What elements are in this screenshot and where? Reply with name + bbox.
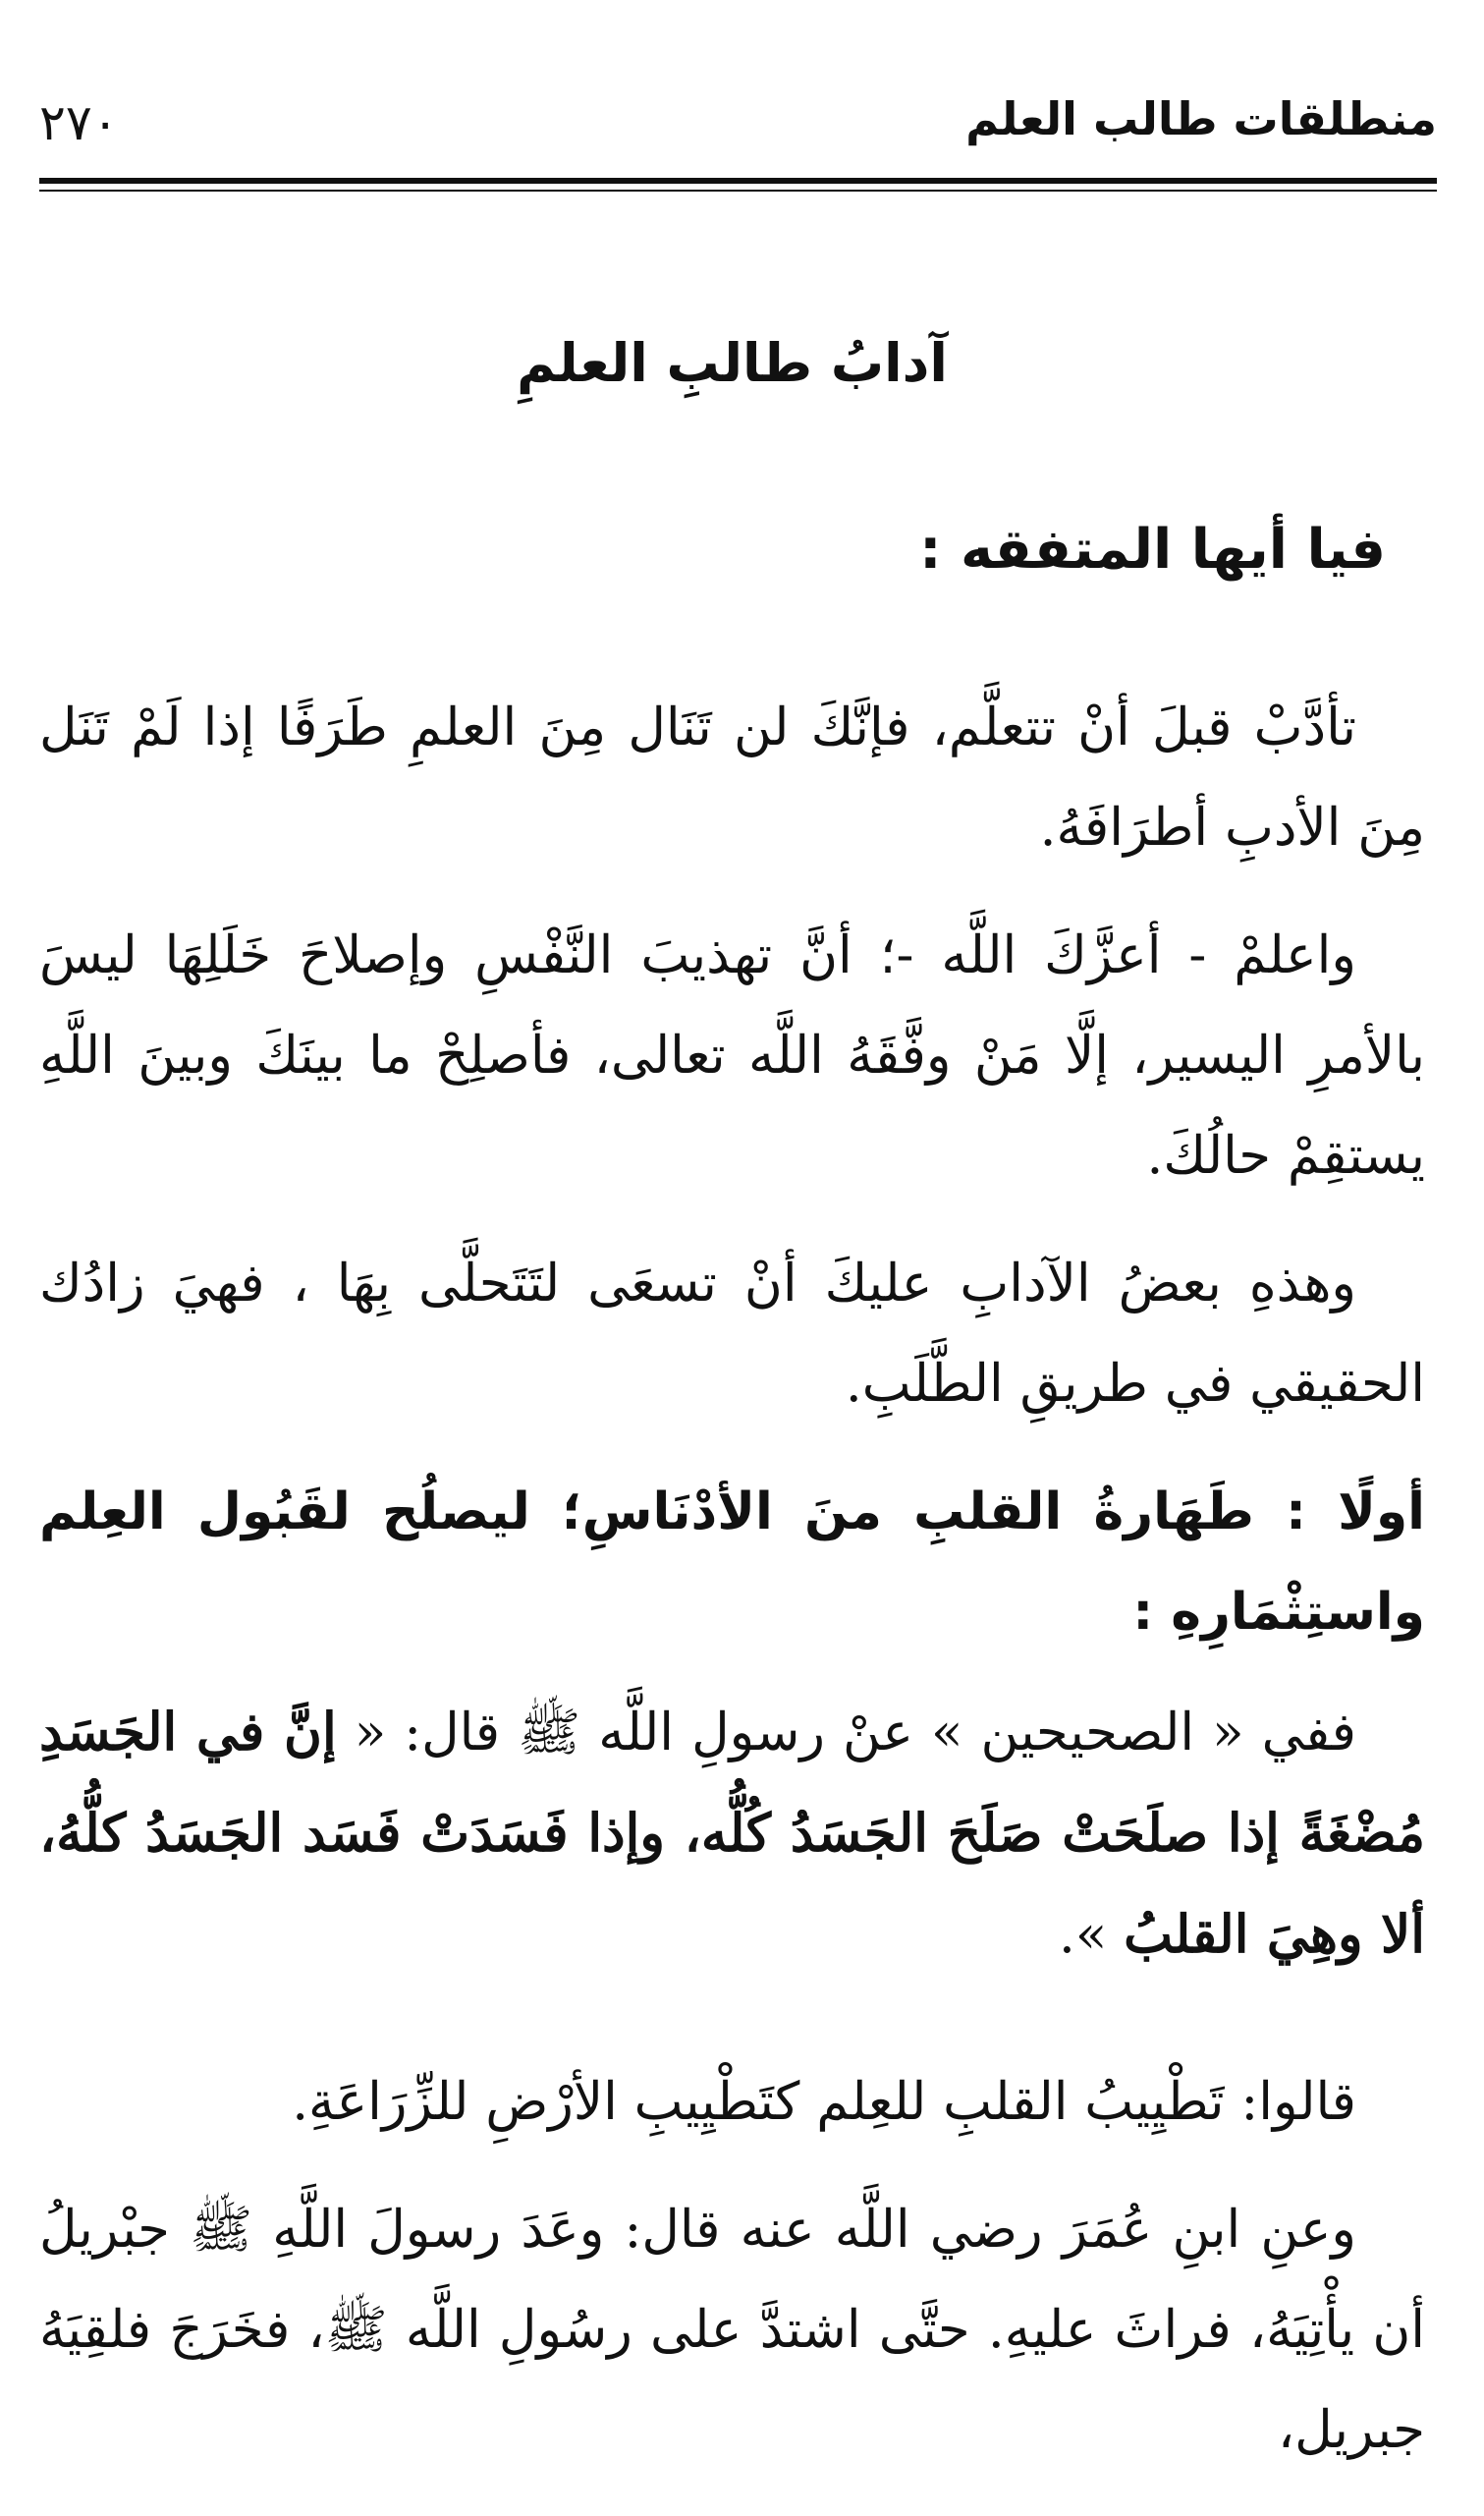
paragraph-4 [39,1682,1425,1985]
hadith-close: ». [1059,1905,1108,1965]
hadith-text: إنَّ في الجَسَدِ مُضْغَةً إذا صلَحَتْ صَلَحَ الجَسَدُ كُلُّه، وإذا فَسَدَتْ فَسَد الجَسَدُ كلُّهُ، ألا وهِيَ القلبُ [39,1702,1425,1965]
book-title: منطلقات طالب العلم [965,92,1437,145]
paragraph-3: وهذهِ بعضُ الآدابِ عليكَ أنْ تسعَى لتَتَحلَّى بِهَا ، فهيَ زادُك الحقيقي في طريقِ الطَّلَبِ. [39,1254,1425,1414]
chapter-title: آدابُ طالبِ العلمِ [517,332,948,394]
paragraph-5: قالوا: تَطْيِيبُ القلبِ للعِلم كتَطْيِيبِ الأرْضِ للزِّرَاعَةِ. [292,2072,1356,2132]
paragraph-1: تأدَّبْ قبلَ أنْ تتعلَّم، فإنَّكَ لن تَنَال مِنَ العلمِ طَرَفًا إذا لَمْ تَنَل مِنَ الأدبِ أطرَافَهُ. [39,698,1425,858]
running-head [39,86,1437,165]
paragraph-6: وعنِ ابنِ عُمَرَ رضي اللَّه عنه قال: وعَدَ رسولَ اللَّهِ ﷺ جبْريلُ أن يأْتِيَهُ، فراثَ عليهِ. حتَّى اشتدَّ على رسُولِ اللَّه ﷺ، فخَرَجَ فلقِيَهُ جبريل، [39,2200,1425,2460]
hadith-intro: ففي « الصحيحين » عنْ رسولِ اللَّه ﷺ قال: « [354,1703,1356,1762]
header-rule-thick [39,178,1437,184]
header-rule-thin [39,190,1437,192]
paragraph-2: واعلمْ - أعزَّكَ اللَّه -؛ أنَّ تهذيبَ النَّفْسِ وإصلاحَ خَلَلِهَا ليسَ بالأمرِ اليسير، إلَّا مَنْ وفَّقَهُ اللَّه تعالى، فأصلِحْ ما بينَكَ وبينَ اللَّهِ يستقِمْ حالُكَ. [39,925,1425,1186]
page-content [39,324,1425,2508]
spacer [39,2013,1425,2052]
page-number: ٢٧٠ [39,94,119,151]
address-line: فيا أيها المتفقه : [919,518,1386,582]
section-heading: أولًا : طَهَارةُ القلبِ منَ الأدْنَاسِ؛ ليصلُح لقَبُول العِلم واستِثْمَارِهِ : [39,1482,1425,1642]
